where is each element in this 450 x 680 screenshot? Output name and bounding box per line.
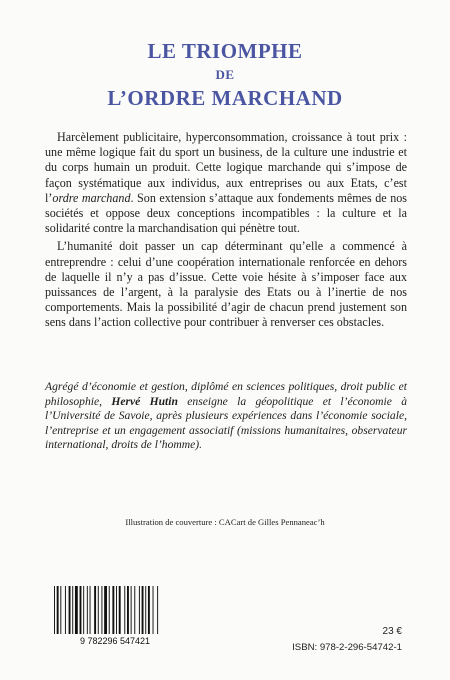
paragraph-2: L’humanité doit passer un cap déterminant qu’elle a commencé à entreprendre : celui d’une coopération internationale renforcée en dehors de laquelle il n’y a pas d’issue. Cette voie hésite à s’imposer face aux puissances de l’argent, à la paralysie des Etats ou à l’inertie de nos comportements. Mais la possibilité d’agir de chacun prend justement son sens dans l’action collective pour contribuer à renverser ces obstacles.	[45, 239, 407, 330]
barcode-bar	[90, 586, 91, 634]
barcode-bar	[153, 586, 154, 634]
barcode-bar	[148, 586, 150, 634]
author-bio	[45, 380, 407, 453]
back-cover-text	[45, 130, 407, 331]
barcode-bar	[54, 586, 55, 634]
isbn: ISBN: 978-2-296-54742-1	[292, 642, 402, 653]
title-line-3: L’ORDRE MARCHAND	[107, 86, 343, 110]
barcode-bar	[87, 586, 88, 634]
barcode-bar	[157, 586, 158, 634]
barcode-bar	[109, 586, 110, 634]
barcode-bar	[101, 586, 102, 634]
barcode-bars	[54, 586, 158, 634]
price: 23 €	[382, 626, 402, 637]
barcode-digits: 9 782296 547421	[79, 636, 151, 646]
barcode-bar	[142, 586, 144, 634]
barcode-bar	[75, 586, 78, 634]
barcode-bar	[94, 586, 96, 634]
barcode-bar	[72, 586, 73, 634]
barcode-bar	[80, 586, 82, 634]
barcode-bar	[57, 586, 59, 634]
paragraph-1-emphasis: ordre marchand	[52, 190, 131, 205]
illustration-credit: Illustration de couverture : CACart de Gilles Pennaneac’h	[125, 517, 325, 527]
bio-text-a: Agrégé d’économie et gestion, diplômé en sciences politiques, droit public et philosophie,	[45, 380, 407, 408]
barcode-bar	[131, 586, 132, 634]
paragraph-1-text-a: Harcèlement publicitaire, hyperconsommation, croissance à tout prix : une même logique fait du sport un business, de la culture une industrie et du corps humain un produit. Cette logique marchande qui s’impose de façon systématique aux individus, aux entreprises ou aux Etats, c’est l’	[45, 130, 407, 205]
author-name: Hervé Hutin	[111, 394, 178, 408]
barcode-bar	[83, 586, 84, 634]
paragraph-1-text-b: . Son extension s’attaque aux fondements mêmes de nos sociétés et oppose deux conceptions incompatibles : la culture et la solidarité contre la marchandisation qui pénètre tout.	[45, 190, 407, 236]
barcode-bar	[145, 586, 146, 634]
barcode-bar	[119, 586, 121, 634]
title-line-1: LE TRIOMPHE	[147, 39, 303, 63]
barcode-bar	[60, 586, 61, 634]
barcode-bar	[98, 586, 99, 634]
bio-text-b: enseigne la géopolitique et l’économie à l’Université de Savoie, après plusieurs expériences dans l’économie sociale, l’entreprise et un engagement associatif (missions humanitaires, observateur international, droits de l’homme).	[45, 394, 407, 452]
barcode	[46, 586, 184, 646]
barcode-bar	[65, 586, 66, 634]
paragraph-1	[45, 130, 407, 236]
title-line-2: DE	[215, 67, 235, 82]
barcode-bar	[124, 586, 125, 634]
barcode-bar	[116, 586, 117, 634]
barcode-bar	[139, 586, 140, 634]
barcode-bar	[69, 586, 71, 634]
barcode-bar	[134, 586, 135, 634]
barcode-bar	[127, 586, 129, 634]
barcode-bar	[112, 586, 114, 634]
barcode-bar	[104, 586, 107, 634]
